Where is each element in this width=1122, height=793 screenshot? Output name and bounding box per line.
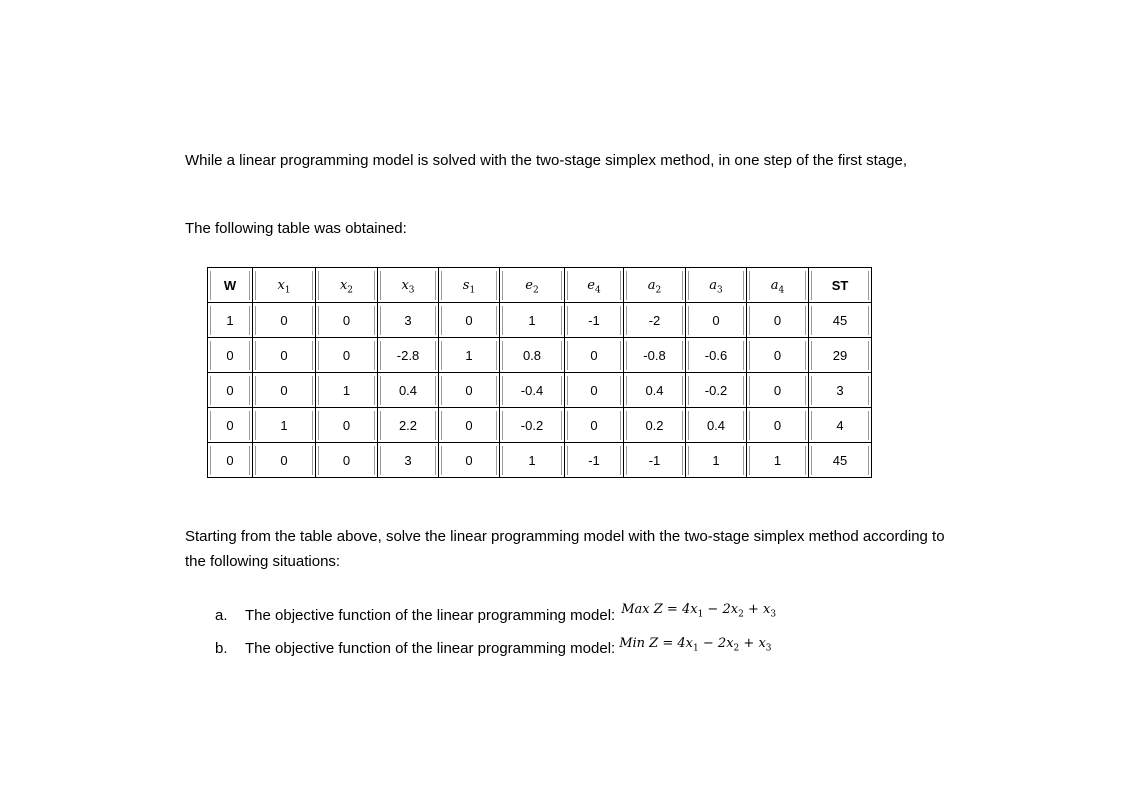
table-cell: 0 [747, 408, 809, 443]
table-cell: 0.2 [624, 408, 686, 443]
table-cell: 1 [316, 373, 378, 408]
table-cell: 0 [565, 338, 624, 373]
table-cell: 0 [747, 373, 809, 408]
table-cell: 1 [253, 408, 316, 443]
option-a-text: The objective function of the linear programming model: [245, 607, 616, 624]
table-cell: 0.4 [686, 408, 747, 443]
table-cell: 0.8 [500, 338, 565, 373]
table-cell: 0 [316, 443, 378, 478]
table-cell: 0.4 [378, 373, 439, 408]
table-cell: 0 [208, 338, 253, 373]
intro-paragraph: While a linear programming model is solved with the two-stage simplex method, in one step of the first stage, [185, 152, 908, 169]
table-intro-text: The following table was obtained: [185, 220, 407, 237]
option-a [215, 602, 777, 632]
table-cell: 0 [439, 443, 500, 478]
table-cell: 3 [378, 443, 439, 478]
table-cell: 45 [809, 443, 872, 478]
table-cell: -0.8 [624, 338, 686, 373]
column-header-st: ST [809, 268, 872, 303]
table-cell: -1 [565, 303, 624, 338]
column-header-e4: $e_4$ [565, 268, 624, 303]
table-row [208, 443, 872, 478]
table-cell: 0 [316, 303, 378, 338]
table-cell: -0.6 [686, 338, 747, 373]
table-cell: 3 [378, 303, 439, 338]
table-cell: -0.2 [686, 373, 747, 408]
column-header-s1: $s_1$ [439, 268, 500, 303]
table-cell: 0 [208, 408, 253, 443]
table-cell: 0.4 [624, 373, 686, 408]
table-cell: 0 [208, 443, 253, 478]
option-b-text: The objective function of the linear programming model: [245, 640, 616, 657]
tableau-header-row [208, 268, 872, 303]
table-cell: 1 [500, 303, 565, 338]
option-b-formula: Min $Z = 4x_1 - 2x_2 + x_3$ [619, 636, 772, 654]
table-row [208, 373, 872, 408]
instructions-paragraph: Starting from the table above, solve the linear programming model with the two-stage simplex method according to the following situations: [185, 528, 945, 570]
column-header-a3: $a_3$ [686, 268, 747, 303]
table-row [208, 303, 872, 338]
table-row [208, 408, 872, 443]
option-b-formula-expression: $4x_1 - 2x_2 + x_3$ [677, 636, 772, 654]
table-cell: 0 [439, 303, 500, 338]
option-a-formula-expression: $4x_1 - 2x_2 + x_3$ [681, 602, 777, 620]
option-b-formula-prefix: Min Z [619, 636, 659, 651]
table-cell: 0 [316, 338, 378, 373]
table-cell: 0 [686, 303, 747, 338]
table-cell: 0 [565, 373, 624, 408]
table-cell: -2 [624, 303, 686, 338]
column-header-x2: $x_2$ [316, 268, 378, 303]
table-cell: 0 [208, 373, 253, 408]
table-cell: 0 [253, 338, 316, 373]
option-a-formula: Max $Z = 4x_1 - 2x_2 + x_3$ [621, 602, 777, 620]
column-header-x1: $x_1$ [253, 268, 316, 303]
table-cell: 0 [747, 303, 809, 338]
option-b-marker: b. [215, 640, 228, 657]
table-cell: -2.8 [378, 338, 439, 373]
table-row [208, 338, 872, 373]
table-cell: 1 [208, 303, 253, 338]
table-cell: 0 [253, 443, 316, 478]
option-a-marker: a. [215, 607, 228, 624]
table-cell: 1 [686, 443, 747, 478]
table-cell: -1 [565, 443, 624, 478]
column-header-x3: $x_3$ [378, 268, 439, 303]
table-cell: 0 [253, 373, 316, 408]
table-cell: 1 [439, 338, 500, 373]
table-cell: -0.4 [500, 373, 565, 408]
table-cell: 0 [747, 338, 809, 373]
table-cell: 0 [253, 303, 316, 338]
simplex-tableau [207, 267, 872, 478]
table-cell: 1 [500, 443, 565, 478]
table-cell: 0 [439, 373, 500, 408]
table-cell: 29 [809, 338, 872, 373]
option-a-formula-prefix: Max Z [621, 602, 663, 617]
table-cell: -1 [624, 443, 686, 478]
table-cell: -0.2 [500, 408, 565, 443]
column-header-a4: $a_4$ [747, 268, 809, 303]
column-header-w: W [208, 268, 253, 303]
table-cell: 4 [809, 408, 872, 443]
column-header-e2: $e_2$ [500, 268, 565, 303]
column-header-a2: $a_2$ [624, 268, 686, 303]
table-cell: 3 [809, 373, 872, 408]
option-b [215, 636, 772, 665]
table-cell: 0 [439, 408, 500, 443]
table-cell: 1 [747, 443, 809, 478]
table-cell: 2.2 [378, 408, 439, 443]
table-cell: 0 [316, 408, 378, 443]
table-cell: 45 [809, 303, 872, 338]
table-cell: 0 [565, 408, 624, 443]
